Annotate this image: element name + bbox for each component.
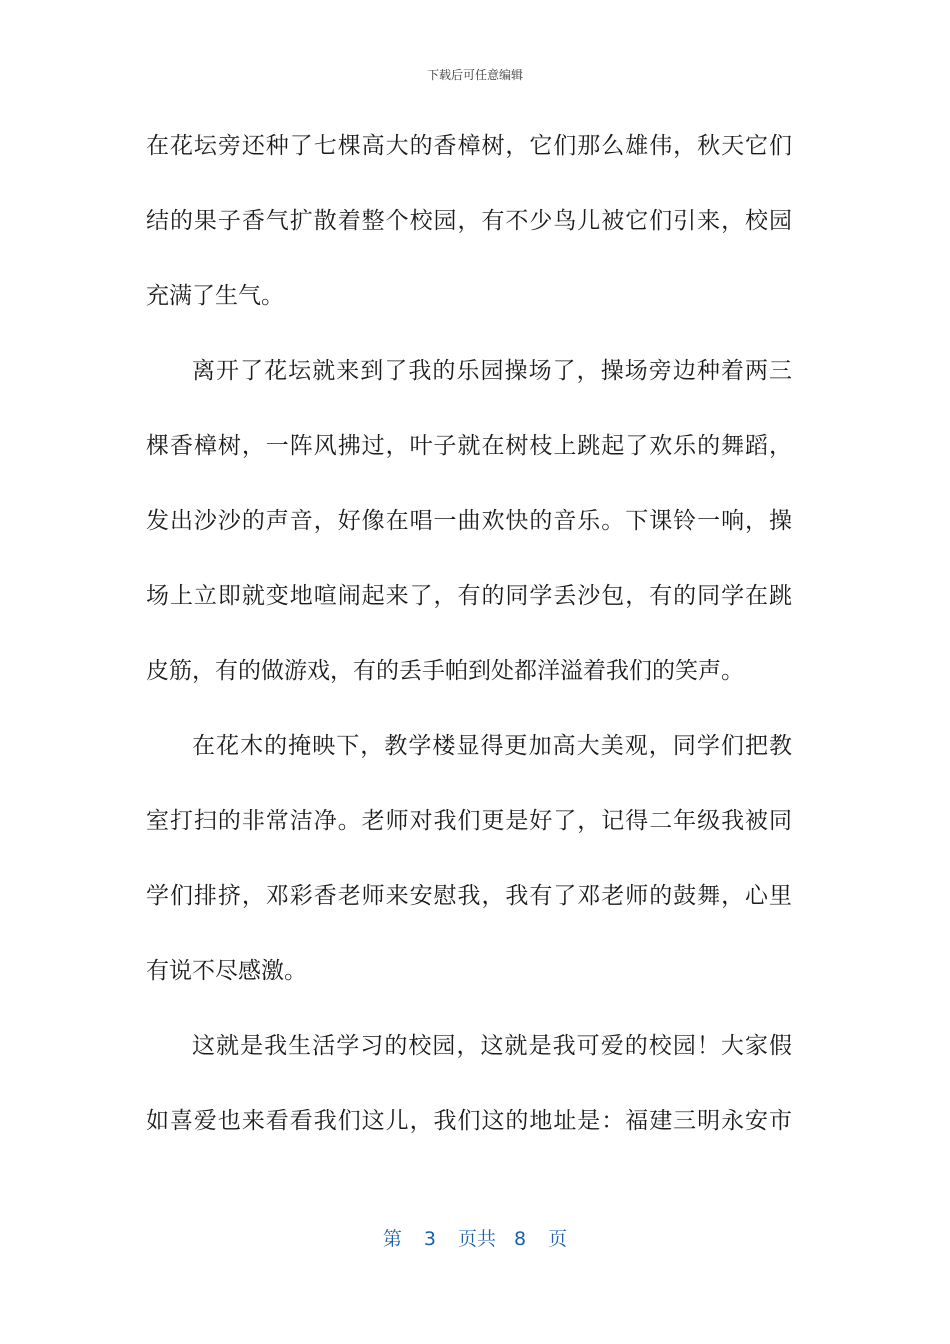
- page-footer: [0, 1224, 950, 1251]
- text-line: 如喜爱也来看看我们这儿，我们这的地址是：福建三明永安市: [146, 1108, 792, 1134]
- paragraph-start-line: 在花木的掩映下，教学楼显得更加高大美观，同学们把教: [192, 733, 792, 759]
- text-line: 棵香樟树，一阵风拂过，叶子就在树枝上跳起了欢乐的舞蹈，: [146, 433, 792, 459]
- footer-prefix: 第: [382, 1228, 402, 1250]
- footer-middle: 页共: [457, 1228, 496, 1250]
- text-line: 室打扫的非常洁净。老师对我们更是好了，记得二年级我被同: [146, 808, 792, 834]
- text-line: 充满了生气。: [146, 283, 284, 309]
- document-body: [146, 120, 792, 1170]
- footer-page-number: 3: [423, 1228, 436, 1250]
- paragraph-start-line: 这就是我生活学习的校园，这就是我可爱的校园！大家假: [192, 1033, 792, 1059]
- text-line: 发出沙沙的声音，好像在唱一曲欢快的音乐。下课铃一响，操: [146, 508, 792, 534]
- text-line: 皮筋，有的做游戏，有的丢手帕到处都洋溢着我们的笑声。: [146, 658, 744, 684]
- paragraph-start-line: 离开了花坛就来到了我的乐园操场了，操场旁边种着两三: [192, 358, 792, 384]
- footer-total-pages: 8: [514, 1228, 527, 1250]
- text-line: 学们排挤，邓彩香老师来安慰我，我有了邓老师的鼓舞，心里: [146, 883, 792, 909]
- text-line: 在花坛旁还种了七棵高大的香樟树，它们那么雄伟，秋天它们: [146, 133, 792, 159]
- text-line: 结的果子香气扩散着整个校园，有不少鸟儿被它们引来，校园: [146, 208, 792, 234]
- text-line: 有说不尽感激。: [146, 958, 307, 984]
- footer-suffix: 页: [548, 1228, 568, 1250]
- text-line: 场上立即就变地喧闹起来了，有的同学丢沙包，有的同学在跳: [146, 583, 792, 609]
- header-note: 下载后可任意编辑: [426, 68, 523, 82]
